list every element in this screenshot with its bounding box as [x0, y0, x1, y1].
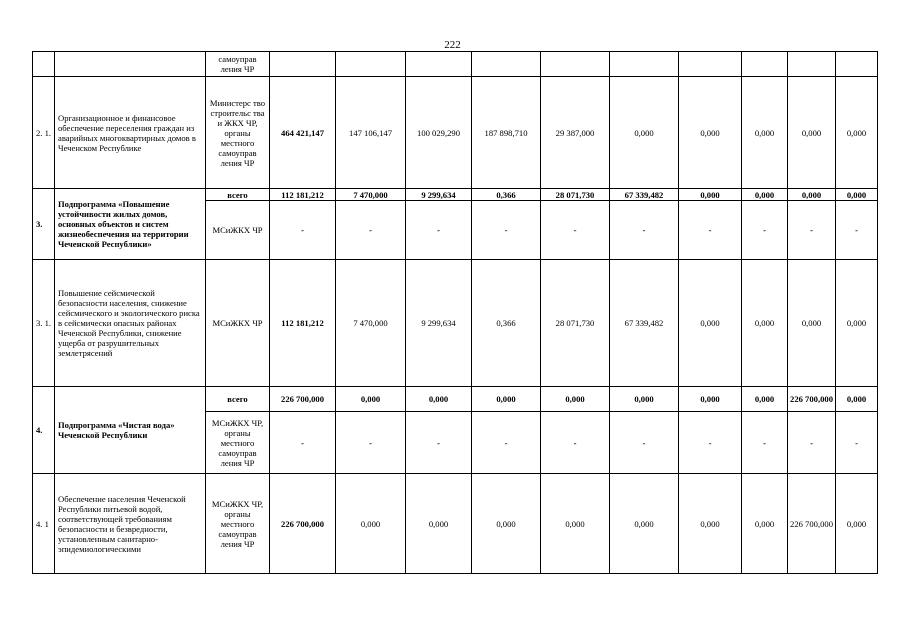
value-cell: 0,000: [610, 387, 679, 412]
value-cell: 29 387,000: [541, 77, 610, 189]
value-cell: -: [679, 412, 742, 474]
value-cell: 0,000: [541, 387, 610, 412]
value-cell: 0,000: [788, 77, 836, 189]
value-cell: 0,366: [472, 189, 541, 201]
value-cell: -: [836, 412, 878, 474]
value-cell: -: [472, 201, 541, 260]
value-cell: 0,000: [836, 77, 878, 189]
value-cell: 147 106,147: [336, 77, 406, 189]
table-row: [33, 189, 878, 201]
value-cell: 9 299,634: [406, 260, 472, 387]
value-cell: 0,000: [679, 77, 742, 189]
value-cell: 0,000: [836, 260, 878, 387]
value-cell: -: [270, 201, 336, 260]
value-cell: -: [742, 201, 788, 260]
value-cell: 100 029,290: [406, 77, 472, 189]
executor-cell: МСиЖКХ ЧР, органы местного самоуправ ления ЧР: [206, 412, 270, 474]
value-cell: 0,000: [742, 77, 788, 189]
value-cell: 0,000: [472, 387, 541, 412]
value-cell: -: [541, 412, 610, 474]
table-row: [33, 260, 878, 387]
measure-name: Обеспечение населения Чеченской Республики питьевой водой, соответствующей требованиям безопасности и безвредности, установленным санитарно-эпидемиологическими: [55, 474, 206, 574]
table-row: [33, 474, 878, 574]
value-cell: 7 470,000: [336, 260, 406, 387]
executor-cell: МСиЖКХ ЧР: [206, 201, 270, 260]
value-cell: 0,000: [836, 474, 878, 574]
value-cell: 0,000: [610, 474, 679, 574]
table-row: [33, 387, 878, 412]
value-cell: 0,000: [336, 387, 406, 412]
value-cell: -: [788, 201, 836, 260]
table-row: [33, 52, 878, 77]
value-cell: -: [336, 201, 406, 260]
value-cell: 226 700,000: [788, 474, 836, 574]
value-cell: 0,000: [742, 474, 788, 574]
value-cell: -: [541, 201, 610, 260]
measure-name: Организационное и финансовое обеспечение переселения граждан из аварийных многоквартирных домов в Чеченском Республике: [55, 77, 206, 189]
value-cell: -: [472, 412, 541, 474]
value-cell: 464 421,147: [270, 77, 336, 189]
value-cell: 0,000: [788, 260, 836, 387]
row-number: 3. 1.: [33, 260, 55, 387]
row-number: 4. 1: [33, 474, 55, 574]
value-cell: -: [679, 201, 742, 260]
total-label: всего: [206, 387, 270, 412]
value-cell: 0,000: [679, 474, 742, 574]
value-cell: 226 700,000: [270, 387, 336, 412]
subprogram-name: Подпрограмма «Чистая вода» Чеченской Республики: [55, 387, 206, 474]
value-cell: 226 700,000: [788, 387, 836, 412]
value-cell: 0,000: [679, 387, 742, 412]
value-cell: -: [742, 412, 788, 474]
value-cell: 0,000: [836, 387, 878, 412]
executor-cell: самоуправ ления ЧР: [206, 52, 270, 77]
value-cell: 28 071,730: [541, 189, 610, 201]
value-cell: -: [336, 412, 406, 474]
value-cell: -: [270, 412, 336, 474]
value-cell: 0,000: [541, 474, 610, 574]
value-cell: 0,000: [610, 77, 679, 189]
value-cell: -: [836, 201, 878, 260]
value-cell: 0,000: [679, 260, 742, 387]
executor-cell: МСиЖКХ ЧР: [206, 260, 270, 387]
value-cell: 67 339,482: [610, 260, 679, 387]
value-cell: 0,366: [472, 260, 541, 387]
value-cell: 0,000: [742, 387, 788, 412]
row-number: 4.: [33, 387, 55, 474]
value-cell: -: [406, 412, 472, 474]
value-cell: 67 339,482: [610, 189, 679, 201]
page-number: 222: [444, 39, 461, 51]
value-cell: 112 181,212: [270, 260, 336, 387]
value-cell: -: [610, 412, 679, 474]
value-cell: 112 181,212: [270, 189, 336, 201]
value-cell: -: [406, 201, 472, 260]
subprogram-name: Подпрограмма «Повышение устойчивости жилых домов, основных объектов и систем жизнеобеспечения на территории Чеченской Республики»: [55, 189, 206, 260]
value-cell: 226 700,000: [270, 474, 336, 574]
value-cell: -: [610, 201, 679, 260]
value-cell: 7 470,000: [336, 189, 406, 201]
value-cell: 9 299,634: [406, 189, 472, 201]
executor-cell: МСиЖКХ ЧР, органы местного самоуправ ления ЧР: [206, 474, 270, 574]
value-cell: 0,000: [679, 189, 742, 201]
budget-table: [32, 51, 878, 574]
table-row: [33, 77, 878, 189]
value-cell: 0,000: [406, 387, 472, 412]
value-cell: 0,000: [336, 474, 406, 574]
row-number: 2. 1.: [33, 77, 55, 189]
value-cell: 28 071,730: [541, 260, 610, 387]
total-label: всего: [206, 189, 270, 201]
executor-cell: Министерс тво строительс тва и ЖКХ ЧР, органы местного самоуправ ления ЧР: [206, 77, 270, 189]
value-cell: 0,000: [406, 474, 472, 574]
value-cell: 0,000: [836, 189, 878, 201]
value-cell: 187 898,710: [472, 77, 541, 189]
measure-name: Повышение сейсмической безопасности населения, снижение сейсмического и экологического риска в сейсмически опасных районах Чеченской Республики, снижение ущерба от разрушительных землетрясений: [55, 260, 206, 387]
value-cell: 0,000: [472, 474, 541, 574]
value-cell: -: [788, 412, 836, 474]
value-cell: 0,000: [788, 189, 836, 201]
row-number: 3.: [33, 189, 55, 260]
value-cell: 0,000: [742, 189, 788, 201]
value-cell: 0,000: [742, 260, 788, 387]
